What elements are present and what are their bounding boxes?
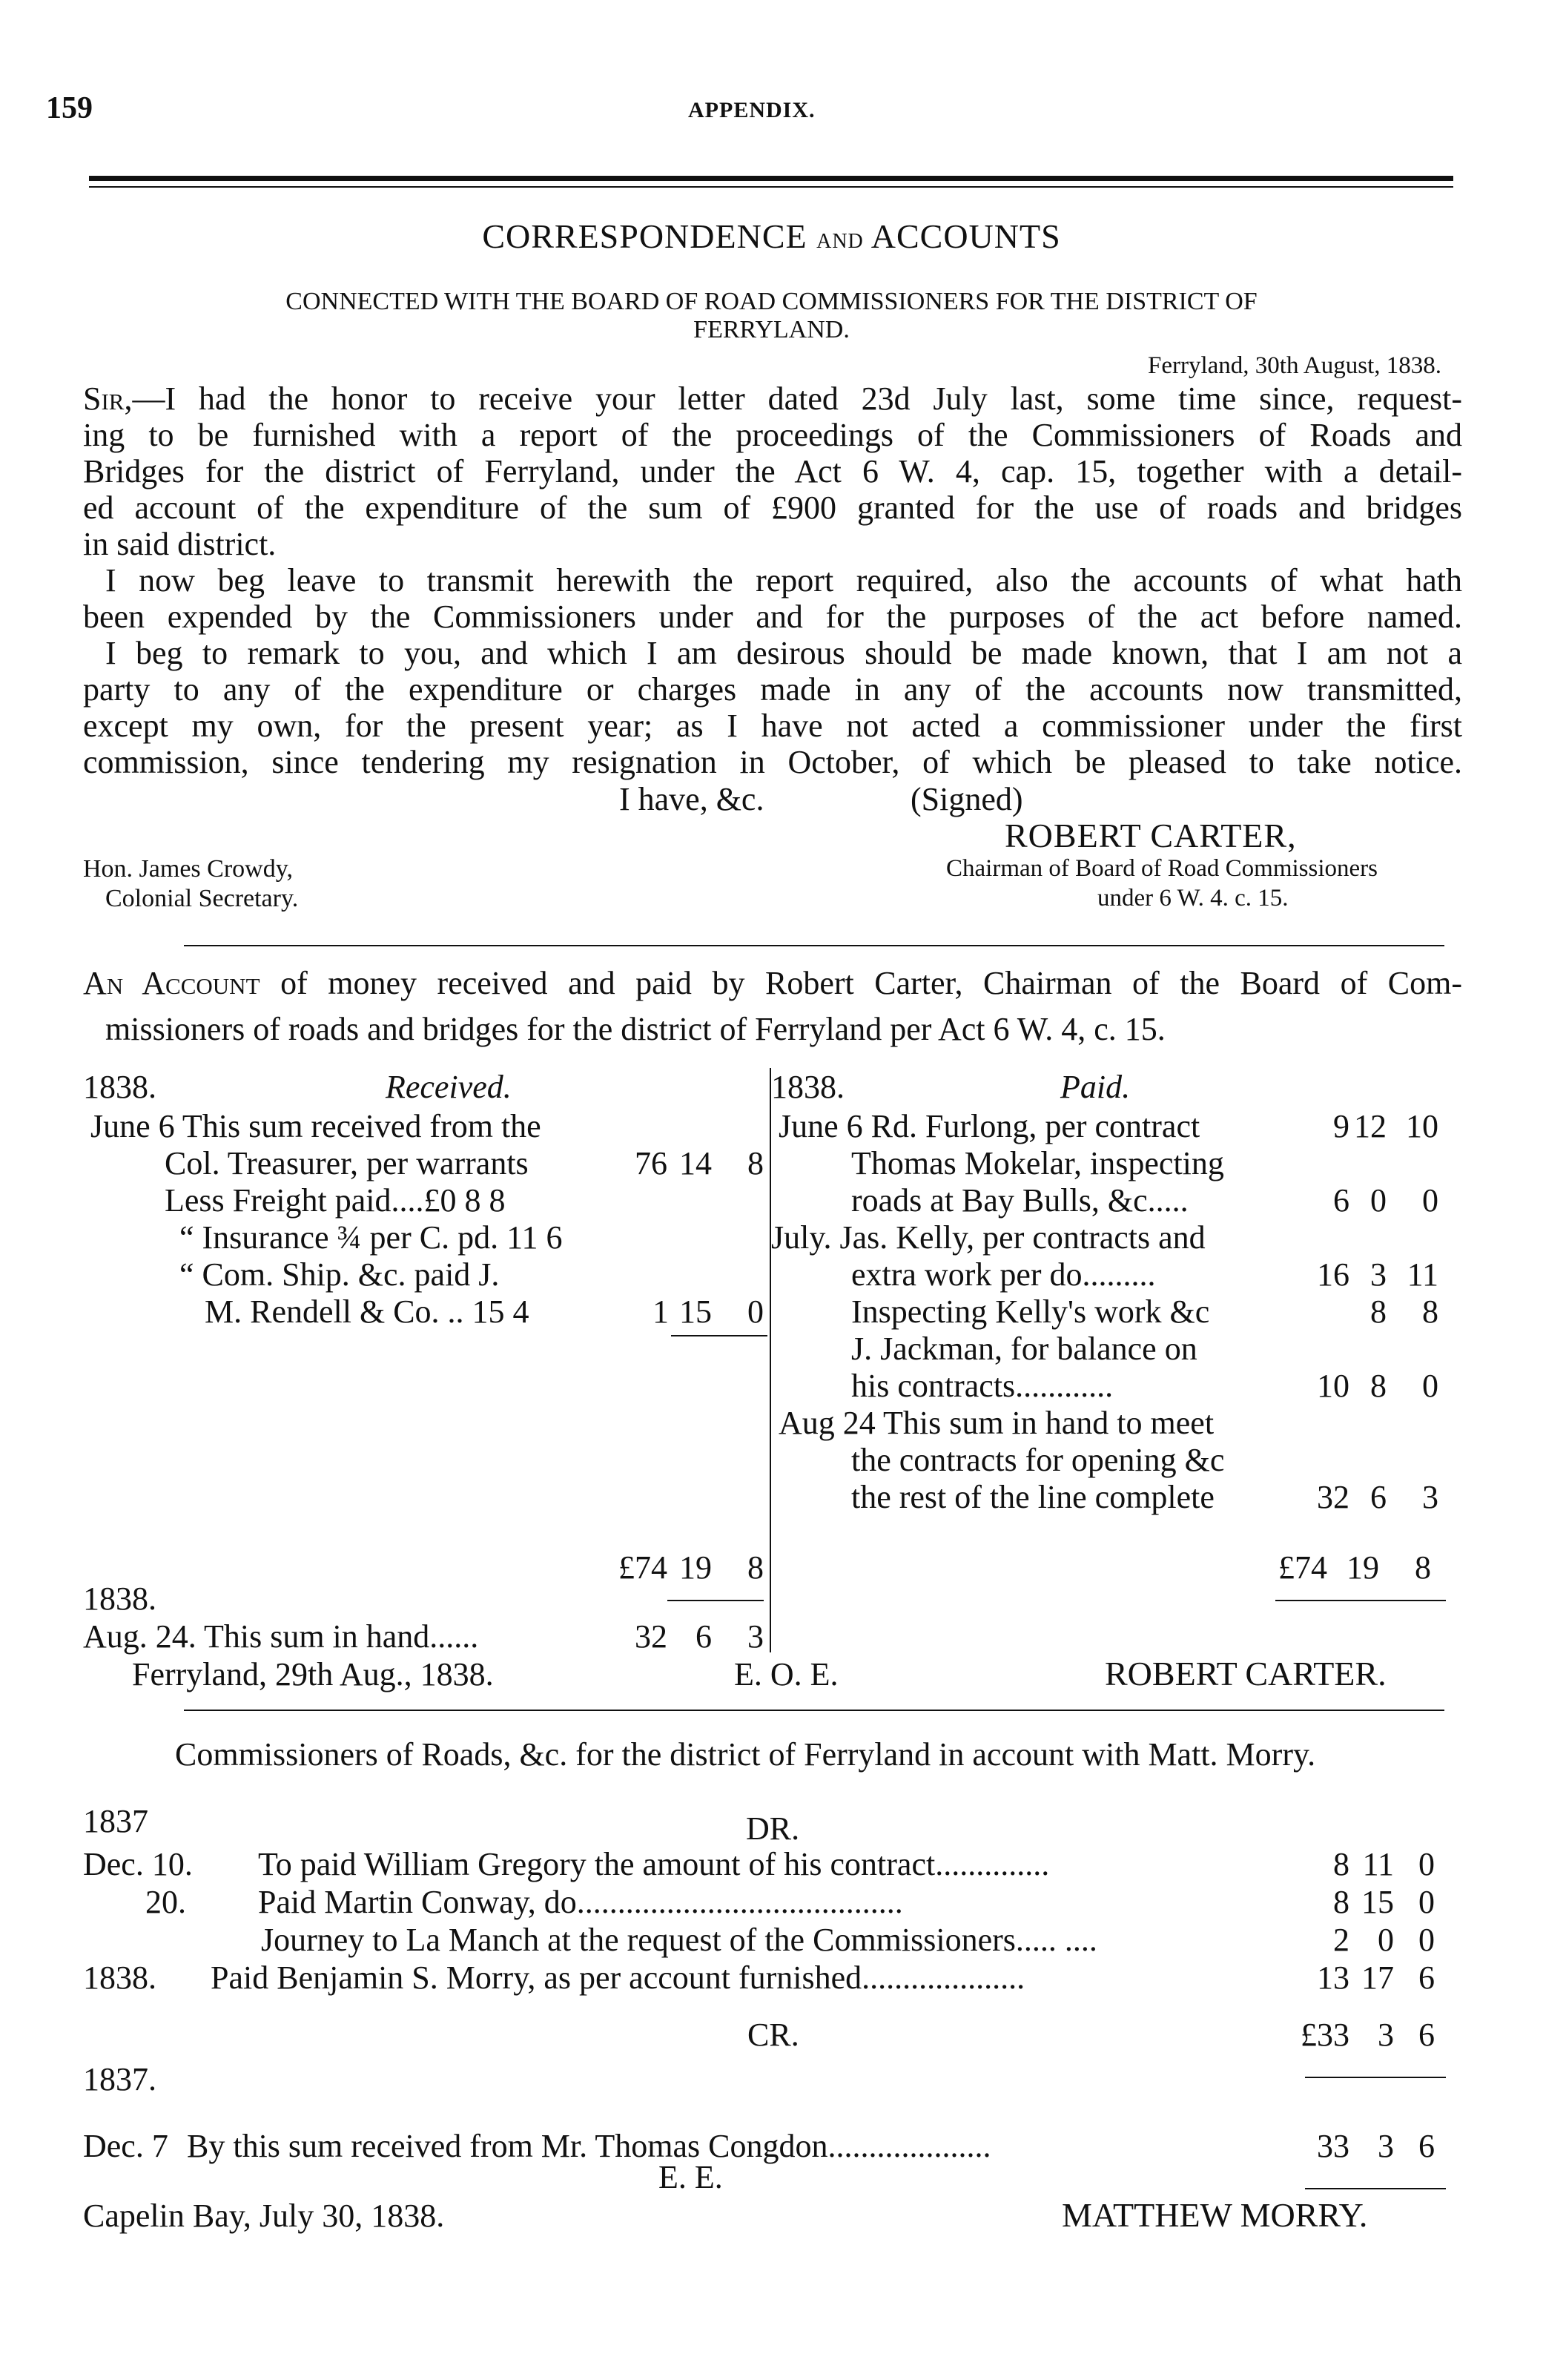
dr-item-pounds: 8 xyxy=(1333,1846,1349,1882)
received-line-6: M. Rendell & Co. .. 15 4 xyxy=(205,1293,529,1330)
letter-p3-line-2: party to any of the expenditure or charges made in any of the accounts now transmitted, xyxy=(83,671,1462,708)
addressee-line-1: Hon. James Crowdy, xyxy=(83,855,293,883)
received-subtotal-rule xyxy=(671,1335,767,1336)
received-total-rule xyxy=(667,1600,764,1601)
cr-year: 1837. xyxy=(83,2061,156,2097)
received-total-shillings: 19 xyxy=(679,1549,712,1586)
dr-item-date: 1838. xyxy=(83,1959,156,1996)
paid-item-shillings: 0 xyxy=(1370,1182,1387,1219)
received-year: 1838. xyxy=(83,1069,156,1105)
letter-p2-line-2: been expended by the Commissioners under and for the purposes of the act before named. xyxy=(83,599,1462,635)
paid-item-pounds: 10 xyxy=(1317,1368,1349,1404)
letter-p3-line-3: except my own, for the present year; as I have not acted a commissioner under the first xyxy=(83,708,1462,744)
running-title: APPENDIX. xyxy=(688,98,816,122)
dr-item-shillings: 0 xyxy=(1378,1922,1394,1958)
dr-item-pence: 0 xyxy=(1418,1922,1435,1958)
less-total-shillings: 15 xyxy=(679,1293,712,1330)
paid-item-text: Aug 24 This sum in hand to meet xyxy=(779,1405,1215,1441)
dr-item-text: Paid Benjamin S. Morry, as per account furnished.................... xyxy=(211,1959,1025,1996)
letter-p1-line-3: Bridges for the district of Ferryland, under the Act 6 W. 4, cap. 15, together with a detail- xyxy=(83,453,1462,489)
dr-item-shillings: 17 xyxy=(1361,1959,1394,1996)
p1-text-1: —I had the honor to receive your letter dated 23d July last, some time since, request- xyxy=(132,380,1462,417)
account1-signer: ROBERT CARTER. xyxy=(1105,1655,1387,1692)
paid-item-text: Thomas Mokelar, inspecting xyxy=(851,1145,1224,1181)
header-rule-thick xyxy=(89,176,1453,181)
dr-item-date: Dec. 10. xyxy=(83,1846,193,1882)
cr-item-shillings: 3 xyxy=(1378,2128,1394,2164)
cr-label: CR. xyxy=(747,2017,799,2053)
paid-item-shillings: 12 xyxy=(1354,1108,1387,1144)
letter-p1-line-4: ed account of the expenditure of the sum of £900 granted for the use of roads and bridges xyxy=(83,489,1462,526)
signer-title-2: under 6 W. 4. c. 15. xyxy=(1097,885,1289,912)
dr-item-shillings: 15 xyxy=(1361,1884,1394,1920)
balance-pence: 3 xyxy=(747,1618,764,1655)
title-and: AND xyxy=(816,230,864,253)
received-heading: Received. xyxy=(386,1069,512,1105)
paid-item-text: the rest of the line complete xyxy=(851,1479,1215,1515)
received-line-4: “ Insurance ¾ per C. pd. 11 6 xyxy=(179,1219,563,1256)
cr-item-date: Dec. 7 xyxy=(83,2128,168,2164)
paid-item-text: Inspecting Kelly's work &c xyxy=(851,1293,1210,1330)
paid-item-text: extra work per do......... xyxy=(851,1256,1156,1293)
letter-p2-line-1: I now beg leave to transmit herewith the report required, also the accounts of what hath xyxy=(105,562,1462,599)
cr-item-pence: 6 xyxy=(1418,2128,1435,2164)
paid-item-pounds: 32 xyxy=(1317,1479,1349,1515)
paid-item-shillings: 8 xyxy=(1370,1293,1387,1330)
balance-pounds: 32 xyxy=(635,1618,667,1655)
section-divider-2 xyxy=(184,1710,1444,1711)
letter-p3-line-4: commission, since tendering my resignation in October, of which be pleased to take notice. xyxy=(83,744,1462,780)
dr-total-rule xyxy=(1305,2077,1446,2078)
received-line-5: “ Com. Ship. &c. paid J. xyxy=(179,1256,500,1293)
paid-item-pence: 0 xyxy=(1422,1182,1438,1219)
warrants-pounds: 76 xyxy=(635,1145,667,1181)
paid-item-pence: 11 xyxy=(1407,1256,1438,1293)
subtitle-line-1: CONNECTED WITH THE BOARD OF ROAD COMMISSIONERS FOR THE DISTRICT OF xyxy=(285,288,1258,315)
title-part-b: ACCOUNTS xyxy=(870,217,1061,255)
paid-item-text: his contracts............ xyxy=(851,1368,1114,1404)
paid-item-text: the contracts for opening &c xyxy=(851,1442,1225,1478)
letter-p1-line-5: in said district. xyxy=(83,526,277,562)
account1-intro-line-1 xyxy=(83,964,1462,1002)
account1-intro-lead: An Account xyxy=(83,965,260,1001)
balance-year: 1838. xyxy=(83,1580,156,1617)
letter-signed: (Signed) xyxy=(911,781,1023,817)
dr-item-date: 20. xyxy=(145,1884,186,1920)
dr-total-pence: 6 xyxy=(1418,2017,1435,2053)
paid-item-pence: 8 xyxy=(1422,1293,1438,1330)
paid-item-pounds: 16 xyxy=(1317,1256,1349,1293)
letter-p1-line-2: ing to be furnished with a report of the proceedings of the Commissioners of Roads and xyxy=(83,417,1462,453)
signer-title-1: Chairman of Board of Road Commissioners xyxy=(946,855,1378,882)
paid-item-text: J. Jackman, for balance on xyxy=(851,1331,1197,1367)
paid-total-pounds: £74 xyxy=(1278,1549,1327,1586)
dr-item-shillings: 11 xyxy=(1362,1846,1394,1882)
section-divider-1 xyxy=(184,945,1444,946)
dr-item-text: To paid William Gregory the amount of his contract.............. xyxy=(258,1846,1050,1882)
title-part-a: CORRESPONDENCE xyxy=(482,217,807,255)
salutation: Sir, xyxy=(83,380,133,417)
balance-shillings: 6 xyxy=(695,1618,712,1655)
page-number: 159 xyxy=(46,91,93,125)
letter-body xyxy=(83,380,1462,780)
account1-dateline: Ferryland, 29th Aug., 1838. xyxy=(132,1656,494,1692)
cr-total-rule xyxy=(1305,2188,1446,2189)
paid-heading: Paid. xyxy=(1060,1069,1131,1105)
letter-p1-line-1 xyxy=(83,380,1462,417)
received-line-1: June 6 This sum received from the xyxy=(90,1108,541,1144)
received-line-3: Less Freight paid....£0 8 8 xyxy=(165,1182,506,1219)
subtitle-line-2: FERRYLAND. xyxy=(693,316,850,343)
paid-total-pence: 8 xyxy=(1415,1549,1431,1586)
account2-dateline: Capelin Bay, July 30, 1838. xyxy=(83,2198,445,2234)
paid-total-rule xyxy=(1275,1600,1446,1601)
addressee-line-2: Colonial Secretary. xyxy=(105,885,299,912)
account2-signer: MATTHEW MORRY. xyxy=(1062,2196,1368,2234)
balance-line: Aug. 24. This sum in hand...... xyxy=(83,1618,479,1655)
dr-item-text: Paid Martin Conway, do........................................ xyxy=(258,1884,903,1920)
account1-intro-line-2: missioners of roads and bridges for the district of Ferryland per Act 6 W. 4, c. 15. xyxy=(105,1011,1166,1047)
dr-year: 1837 xyxy=(83,1803,148,1839)
header-rule-thin xyxy=(89,186,1453,188)
paid-item-text: roads at Bay Bulls, &c..... xyxy=(851,1182,1189,1219)
less-total-pence: 0 xyxy=(747,1293,764,1330)
paid-item-pence: 0 xyxy=(1422,1368,1438,1404)
account2-ee: E. E. xyxy=(658,2159,723,2195)
paid-year: 1838. xyxy=(771,1069,845,1105)
paid-item-pounds: 9 xyxy=(1333,1108,1349,1144)
document-title xyxy=(0,217,1543,256)
cr-item-pounds: 33 xyxy=(1317,2128,1349,2164)
letter-p3-line-1: I beg to remark to you, and which I am desirous should be made known, that I am not a xyxy=(105,635,1462,671)
dr-item-pence: 6 xyxy=(1418,1959,1435,1996)
letter-dateline: Ferryland, 30th August, 1838. xyxy=(1148,352,1441,379)
dr-item-pence: 0 xyxy=(1418,1846,1435,1882)
signer-name: ROBERT CARTER, xyxy=(1005,817,1297,854)
paid-item-text: July. Jas. Kelly, per contracts and xyxy=(771,1219,1206,1256)
dr-item-pounds: 2 xyxy=(1333,1922,1349,1958)
paid-item-pounds: 6 xyxy=(1333,1182,1349,1219)
cr-item-text: By this sum received from Mr. Thomas Congdon.................... xyxy=(187,2128,991,2164)
paid-item-shillings: 8 xyxy=(1370,1368,1387,1404)
received-line-2: Col. Treasurer, per warrants xyxy=(165,1145,529,1181)
dr-item-pounds: 8 xyxy=(1333,1884,1349,1920)
paid-item-text: June 6 Rd. Furlong, per contract xyxy=(779,1108,1200,1144)
received-total-pence: 8 xyxy=(747,1549,764,1586)
paid-total-shillings: 19 xyxy=(1347,1549,1379,1586)
dr-total-shillings: 3 xyxy=(1378,2017,1394,2053)
warrants-pence: 8 xyxy=(747,1145,764,1181)
paid-item-shillings: 3 xyxy=(1370,1256,1387,1293)
dr-item-pounds: 13 xyxy=(1317,1959,1349,1996)
account1-intro-text-1: of money received and paid by Robert Carter, Chairman of the Board of Com- xyxy=(280,965,1463,1001)
dr-item-pence: 0 xyxy=(1418,1884,1435,1920)
letter-closing: I have, &c. xyxy=(619,781,764,817)
dr-label: DR. xyxy=(746,1810,800,1847)
warrants-shillings: 14 xyxy=(679,1145,712,1181)
paid-item-shillings: 6 xyxy=(1370,1479,1387,1515)
account1-eoe: E. O. E. xyxy=(734,1656,839,1692)
less-total-pounds: 1 xyxy=(652,1293,669,1330)
received-total-pounds: £74 xyxy=(618,1549,667,1586)
paid-item-pence: 3 xyxy=(1422,1479,1438,1515)
account2-title: Commissioners of Roads, &c. for the district of Ferryland in account with Matt. Morry. xyxy=(175,1736,1316,1773)
account1-column-divider xyxy=(770,1068,771,1652)
dr-total-pounds: £33 xyxy=(1301,2017,1349,2053)
dr-item-text: Journey to La Manch at the request of the Commissioners..... .... xyxy=(261,1922,1097,1958)
paid-item-pence: 10 xyxy=(1406,1108,1438,1144)
